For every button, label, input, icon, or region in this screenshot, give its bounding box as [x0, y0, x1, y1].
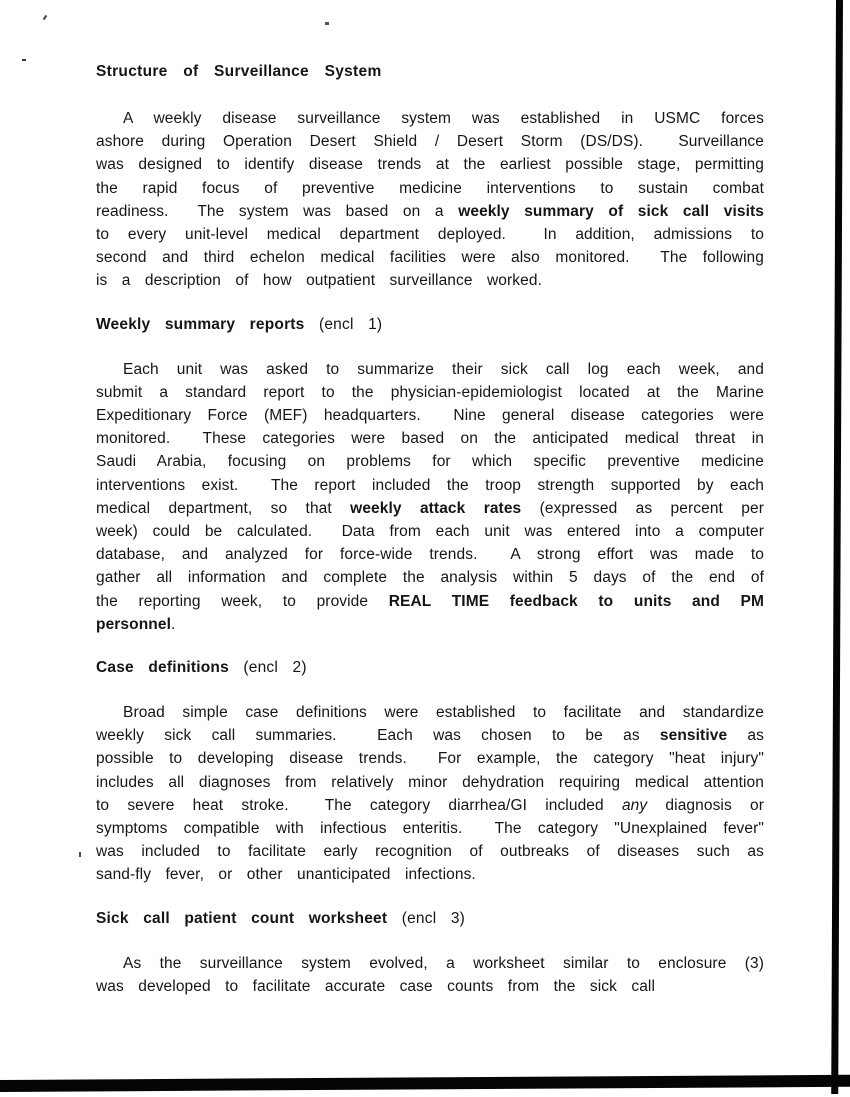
section-heading-bold: Sick call patient count worksheet	[96, 909, 388, 927]
section-heading	[96, 656, 764, 679]
text-segment-normal: .	[170, 615, 176, 633]
text-segment-normal: As the surveillance system evolved, a worksheet similar to enclosure (3) was developed to facilitate accurate case counts from the sick call	[96, 954, 764, 995]
text-segment-bold: sensitive	[659, 727, 728, 745]
text-segment-normal: Broad simple case definitions were established to facilitate and standardize weekly sick call summaries. Each was chosen to be as	[96, 704, 764, 745]
text-segment-italic: any	[621, 796, 648, 814]
section-heading-bold: Weekly summary reports	[96, 315, 305, 333]
section-heading-bold: Case definitions	[96, 659, 229, 677]
text-segment-normal: A weekly disease surveillance system was established in USMC forces ashore during Operation Desert Shield / Desert Storm (DS/DS). Surveillance was designed to identify disease trends at the earliest possible stage, permitting the rapid focus of preventive medicine interventions to sustain combat readiness. The system was based on a	[96, 110, 764, 220]
text-segment-normal: to every unit-level medical department deployed. In addition, admissions to second and third echelon medical facilities were also monitored. The following is a description of how outpatient surveillance worked.	[96, 226, 764, 290]
section-heading-encl: (encl 3)	[387, 909, 466, 927]
page-title: Structure of Surveillance System	[96, 63, 382, 80]
scan-speck	[22, 59, 26, 61]
text-segment-normal: diagnosis or symptoms compatible with infectious enteritis. The category "Unexplained fever" was included to facilitate early recognition of outbreaks of diseases such as sand-fly fever, or other unanticipated infections.	[96, 796, 764, 884]
scan-edge-bottom-bar	[0, 1075, 850, 1092]
text-segment-bold: weekly summary of sick call visits	[458, 202, 764, 220]
paragraph	[96, 358, 764, 636]
scan-speck	[325, 22, 329, 25]
scan-speck	[43, 15, 48, 20]
section-heading-encl: (encl 1)	[304, 315, 383, 333]
scan-speck	[79, 852, 81, 857]
document-body	[96, 60, 764, 998]
text-segment-normal: Each unit was asked to summarize their sick call log each week, and submit a standard report to the physician-epidemiologist located at the Marine Expeditionary Force (MEF) headquarters. Nine general disease categories were monitored. These categories were based on the anticipated medical threat in Saudi Arabia, focusing on problems for which specific preventive medicine interventions exist. The report included the troop strength supported by each medical department, so that	[96, 360, 764, 517]
section-heading	[96, 313, 764, 336]
scan-edge-right-bar	[831, 0, 843, 1094]
section-heading-encl: (encl 2)	[228, 659, 307, 677]
paragraph	[96, 107, 764, 293]
text-segment-bold: weekly attack rates	[350, 499, 522, 517]
section-heading	[96, 907, 764, 930]
paragraph	[96, 701, 764, 887]
text-segment-bold: REAL TIME feedback to units and PM personnel	[96, 592, 764, 633]
paragraph	[96, 952, 764, 998]
text-segment-normal: as possible to developing disease trends. For example, the category "heat injury" includes all diagnoses from relatively minor dehydration requiring medical attention to severe heat stroke. The category diarrhea/GI included	[96, 727, 764, 814]
text-segment-normal: (expressed as percent per week) could be calculated. Data from each unit was entered into a computer database, and analyzed for force-wide trends. A strong effort was made to gather all information and complete the analysis within 5 days of the end of the reporting week, to provide	[96, 499, 765, 610]
